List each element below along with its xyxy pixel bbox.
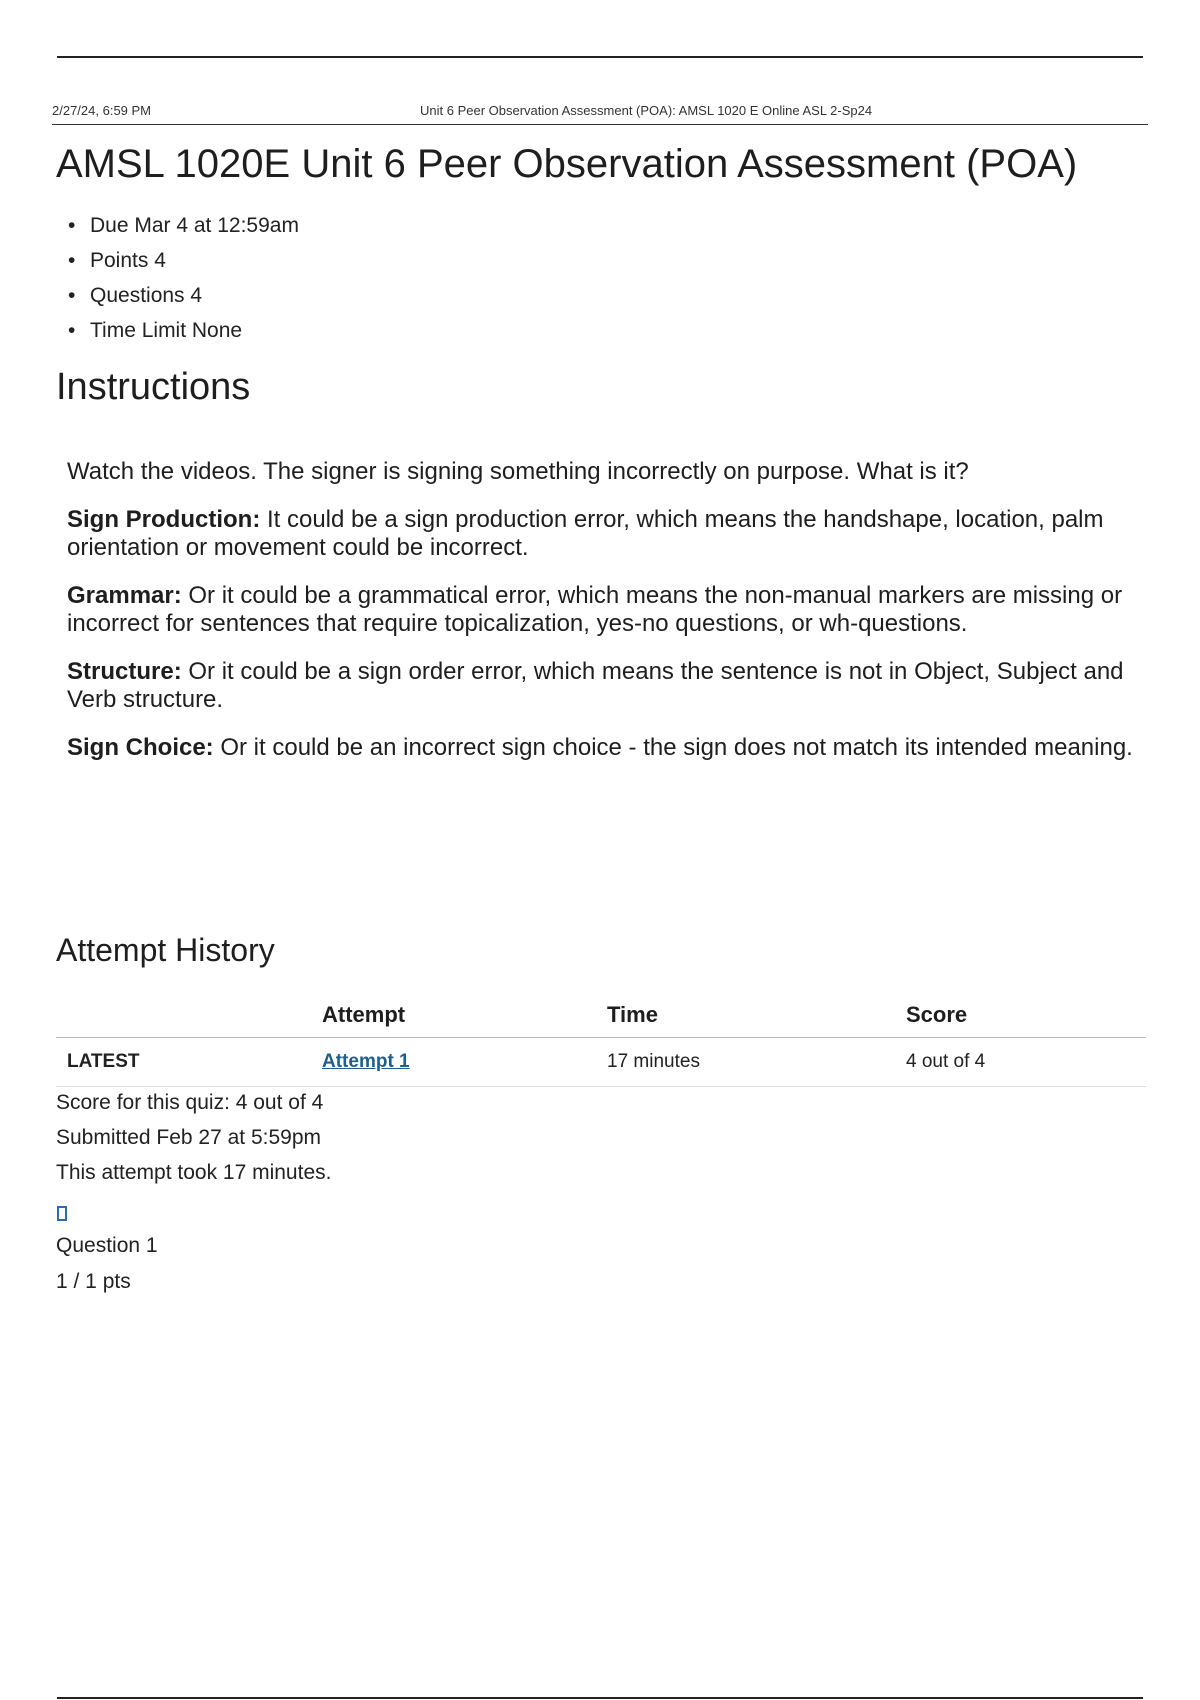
instruction-label: Sign Choice: [67,734,214,761]
score-summary [56,1090,331,1195]
quiz-questions-count: • Questions 4 [66,282,299,317]
attempt-history-heading: Attempt History [56,932,275,968]
print-header [52,102,1148,125]
bottom-rule [57,1697,1143,1699]
quiz-score: Score for this quiz: 4 out of 4 [56,1091,324,1114]
instructions-intro: Watch the videos. The signer is signing something incorrectly on purpose. What is it? [67,458,969,485]
question-points: 1 / 1 pts [56,1270,131,1293]
instructions-body [67,458,1147,782]
column-header-time: Time [607,993,906,1038]
quiz-time-limit: • Time Limit None [66,317,299,352]
attempt-history-table [56,993,1146,1087]
instruction-item-structure [67,658,1147,714]
attempt-duration: This attempt took 17 minutes. [56,1161,332,1184]
instruction-text: Or it could be an incorrect sign choice - the sign does not match its intended meaning. [220,734,1133,761]
print-date: 2/27/24, 6:59 PM [52,103,152,118]
instruction-item-sign-production [67,506,1147,562]
attempt-score: 4 out of 4 [906,1038,1146,1087]
question-title: Question 1 [56,1234,158,1257]
instruction-label: Structure: [67,658,182,685]
instruction-item-sign-choice [67,734,1147,762]
table-row [56,1038,1146,1087]
instructions-heading: Instructions [56,366,251,408]
question-header [56,1233,158,1305]
instruction-label: Grammar: [67,582,182,609]
column-header-score: Score [906,993,1146,1038]
column-header-attempt: Attempt [322,993,607,1038]
instruction-label: Sign Production: [67,506,261,533]
latest-label: LATEST [67,1051,140,1072]
submitted-time: Submitted Feb 27 at 5:59pm [56,1126,321,1149]
page-title: AMSL 1020E Unit 6 Peer Observation Assessment (POA) [56,142,1078,186]
instruction-item-grammar [67,582,1147,638]
quiz-details-list [66,212,299,352]
attempt-time: 17 minutes [607,1038,906,1087]
quiz-due-date: • Due Mar 4 at 12:59am [66,212,299,247]
print-page-title: Unit 6 Peer Observation Assessment (POA): AMSL 1020 E Online ASL 2-Sp24 [420,103,873,118]
quiz-points: • Points 4 [66,247,299,282]
instruction-text: Or it could be a sign order error, which means the sentence is not in Object, Subject and Verb structure. [67,658,1124,713]
instruction-text: Or it could be a grammatical error, which means the non-manual markers are missing or incorrect for sentences that require topicalization, yes-no questions, or wh-questions. [67,582,1123,637]
attempt-1-link[interactable]: Attempt 1 [322,1051,410,1072]
flag-icon[interactable] [57,1206,67,1221]
instruction-text: It could be a sign production error, which means the handshape, location, palm orientation or movement could be incorrect. [67,506,1104,561]
table-header-row [56,993,1146,1038]
top-rule [57,56,1143,58]
column-header-label [56,993,322,1038]
